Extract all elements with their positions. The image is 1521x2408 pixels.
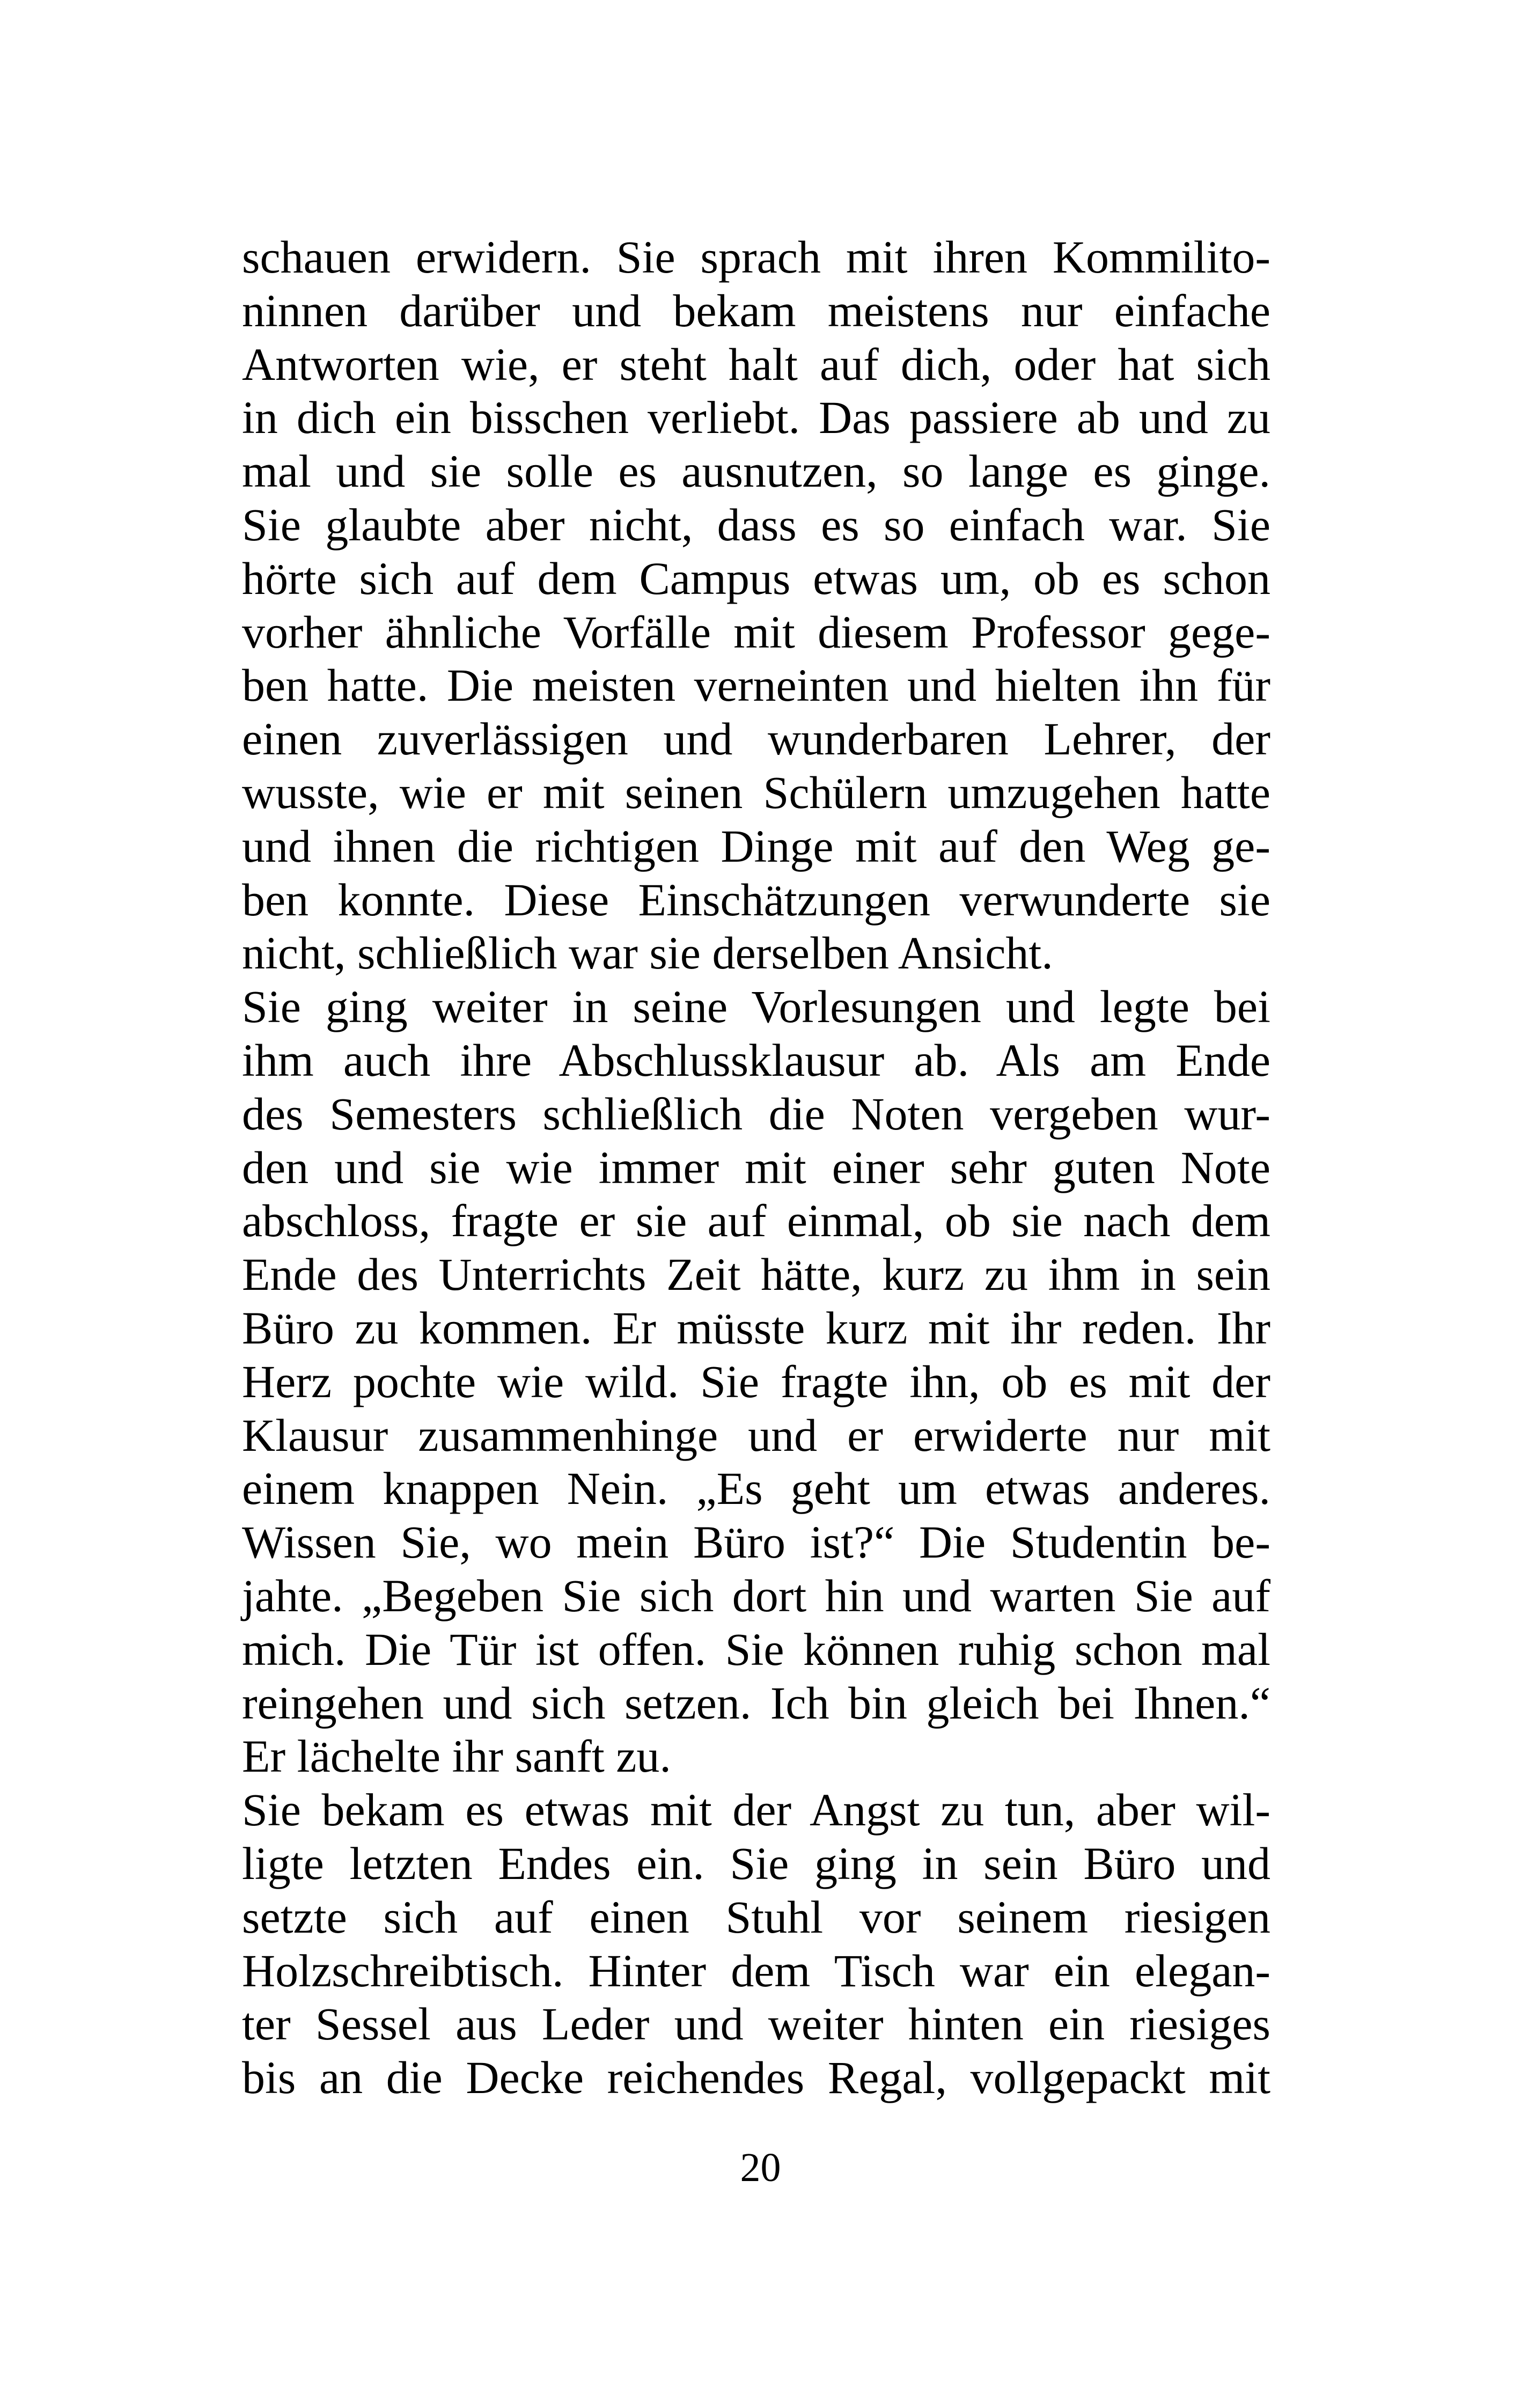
page-number: 20 [740, 2145, 781, 2190]
text-line: in dich ein bisschen verliebt. Das passiere ab und zu [242, 392, 1270, 444]
text-line: wusste, wie er mit seinen Schülern umzugehen hatte [242, 766, 1270, 818]
text-line: ninnen darüber und bekam meistens nur einfache [242, 284, 1270, 336]
text-line: Klausur zusammenhinge und er erwiderte nur mit [242, 1409, 1270, 1461]
text-line: vorher ähnliche Vorfälle mit diesem Professor gege- [242, 606, 1270, 658]
text-line: und ihnen die richtigen Dinge mit auf den Weg ge- [242, 820, 1270, 872]
text-line: nicht, schließlich war sie derselben Ansicht. [242, 927, 1053, 979]
text-line: Büro zu kommen. Er müsste kurz mit ihr reden. Ihr [242, 1302, 1270, 1354]
text-line: ben hatte. Die meisten verneinten und hielten ihn für [242, 659, 1270, 711]
text-line: mal und sie solle es ausnutzen, so lange es ginge. [242, 445, 1270, 497]
text-line: Sie ging weiter in seine Vorlesungen und legte bei [242, 981, 1270, 1033]
text-line: einem knappen Nein. „Es geht um etwas anderes. [242, 1463, 1270, 1515]
text-line: setzte sich auf einen Stuhl vor seinem riesigen [242, 1891, 1270, 1943]
text-line: Wissen Sie, wo mein Büro ist?“ Die Studentin be- [242, 1516, 1270, 1568]
text-line: den und sie wie immer mit einer sehr guten Note [242, 1141, 1270, 1193]
text-line: Sie glaubte aber nicht, dass es so einfach war. Sie [242, 498, 1270, 550]
text-line: ligte letzten Endes ein. Sie ging in sein Büro und [242, 1837, 1270, 1889]
text-line: des Semesters schließlich die Noten vergeben wur- [242, 1088, 1270, 1140]
text-line: Holzschreibtisch. Hinter dem Tisch war ein elegan- [242, 1944, 1270, 1996]
text-line: abschloss, fragte er sie auf einmal, ob sie nach dem [242, 1195, 1270, 1247]
text-line: mich. Die Tür ist offen. Sie können ruhig schon mal [242, 1623, 1270, 1675]
text-line: Ende des Unterrichts Zeit hätte, kurz zu ihm in sein [242, 1249, 1270, 1301]
text-line: Sie bekam es etwas mit der Angst zu tun, aber wil- [242, 1784, 1270, 1836]
text-line: schauen erwidern. Sie sprach mit ihren Kommilito- [242, 231, 1270, 283]
text-line: Herz pochte wie wild. Sie fragte ihn, ob es mit der [242, 1355, 1270, 1407]
text-line: reingehen und sich setzen. Ich bin gleich bei Ihnen.“ [242, 1677, 1270, 1729]
text-line: einen zuverlässigen und wunderbaren Lehrer, der [242, 713, 1270, 765]
text-line: ihm auch ihre Abschlussklausur ab. Als am Ende [242, 1034, 1270, 1086]
text-line: hörte sich auf dem Campus etwas um, ob es schon [242, 552, 1270, 604]
text-line: ter Sessel aus Leder und weiter hinten ein riesiges [242, 1998, 1270, 2050]
body-text [242, 231, 1270, 2105]
text-line: Antworten wie, er steht halt auf dich, oder hat sich [242, 338, 1270, 390]
text-line: Er lächelte ihr sanft zu. [242, 1730, 671, 1782]
text-line: bis an die Decke reichendes Regal, vollgepackt mit [242, 2052, 1270, 2104]
text-line: ben konnte. Diese Einschätzungen verwunderte sie [242, 873, 1270, 926]
text-line: jahte. „Begeben Sie sich dort hin und warten Sie auf [242, 1569, 1270, 1621]
